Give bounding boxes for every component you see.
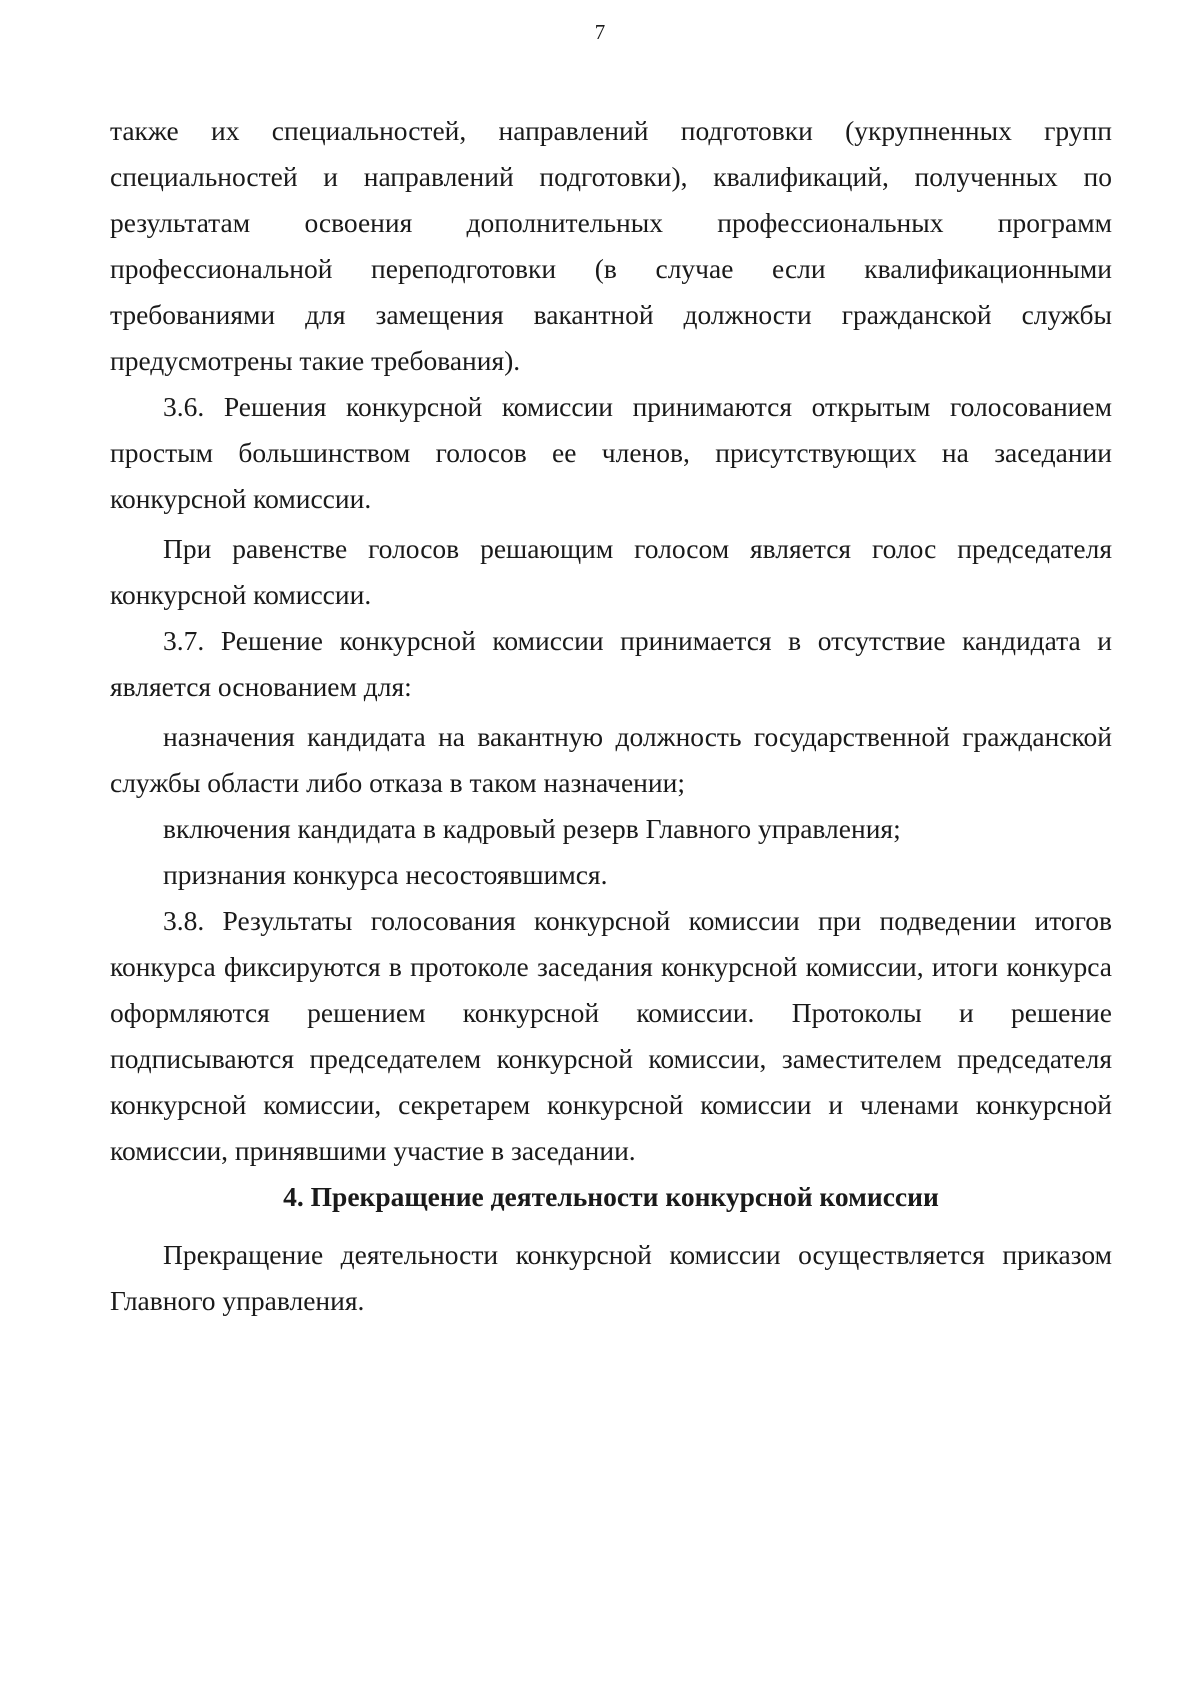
paragraph-continuation: также их специальностей, направлений подготовки (укрупненных групп специальностей и направлений подготовки), квалификаций, полученных по результатам освоения дополнительных профессиональных программ профессиональной переподготовки (в случае если квалификационными требованиями для замещения вакантной должности гражданской службы предусмотрены такие требования).	[110, 115, 1112, 376]
document-body	[110, 108, 1112, 1324]
section-4-heading: 4. Прекращение деятельности конкурсной комиссии	[283, 1181, 939, 1212]
list-item-failed-contest: признания конкурса несостоявшимся.	[163, 859, 608, 890]
page-number: 7	[594, 20, 606, 44]
section-4-text: Прекращение деятельности конкурсной комиссии осуществляется приказом Главного управления.	[110, 1239, 1112, 1316]
paragraph-3-7: 3.7. Решение конкурсной комиссии принимается в отсутствие кандидата и является основанием для:	[110, 625, 1112, 702]
list-item-reserve: включения кандидата в кадровый резерв Главного управления;	[163, 813, 901, 844]
paragraph-3-8: 3.8. Результаты голосования конкурсной комиссии при подведении итогов конкурса фиксируются в протоколе заседания конкурсной комиссии, итоги конкурса оформляются решением конкурсной комиссии. Протоколы и решение подписываются председателем конкурсной комиссии, заместителем председателя конкурсной комиссии, секретарем конкурсной комиссии и членами конкурсной комиссии, принявшими участие в заседании.	[110, 905, 1112, 1166]
paragraph-tie-vote: При равенстве голосов решающим голосом является голос председателя конкурсной комиссии.	[110, 533, 1112, 610]
paragraph-3-6: 3.6. Решения конкурсной комиссии принимаются открытым голосованием простым большинством голосов ее членов, присутствующих на заседании конкурсной комиссии.	[110, 391, 1112, 514]
list-item-appointment: назначения кандидата на вакантную должность государственной гражданской службы области либо отказа в таком назначении;	[110, 721, 1112, 798]
